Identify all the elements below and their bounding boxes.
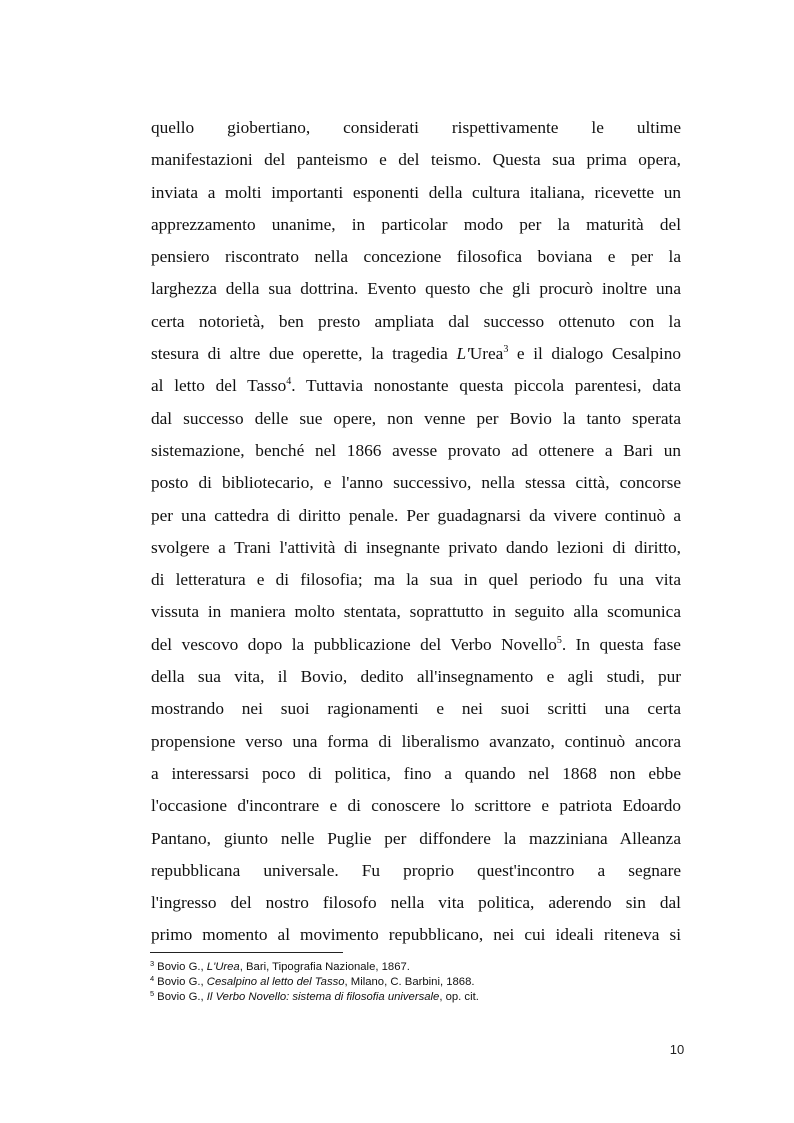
footnote-title: Il Verbo Novello: sistema di filosofia universale	[206, 991, 440, 1003]
text-line-10: dal successo delle sue opere, non venne per Bovio la tanto sperata	[151, 408, 681, 428]
footnote-title: Cesalpino al letto del Tasso	[206, 976, 345, 988]
text-line-25: l'ingresso del nostro filosofo nella vita politica, aderendo sin dal	[151, 893, 681, 913]
text-line-23: Pantano, giunto nelle Puglie per diffondere la mazziniana Alleanza	[151, 828, 681, 848]
text-line-8-after: Urea	[469, 344, 504, 364]
text-line-24: repubblicana universale. Fu proprio quest'incontro a segnare	[151, 860, 681, 880]
text-line-17-before: del vescovo dopo la pubblicazione del Verbo Novello	[151, 634, 557, 654]
footnote-rest: , Milano, C. Barbini, 1868.	[344, 976, 475, 988]
text-line-13: per una cattedra di diritto penale. Per guadagnarsi da vivere continuò a	[151, 505, 681, 525]
footnote-rest: , Bari, Tipografia Nazionale, 1867.	[239, 961, 410, 973]
text-line-20: propensione verso una forma di liberalismo avanzato, continuò ancora	[151, 731, 681, 751]
footnote-title: L'Urea	[206, 961, 240, 973]
text-line-2: manifestazioni del panteismo e del teismo. Questa sua prima opera,	[151, 150, 681, 170]
footnote-4	[150, 975, 690, 990]
text-line-9	[151, 370, 681, 402]
footnote-number: 3	[150, 959, 155, 968]
text-line-15: di letteratura e di filosofia; ma la sua in quel periodo fu una vita	[151, 570, 681, 590]
text-line-5: pensiero riscontrato nella concezione filosofica boviana e per la	[151, 247, 681, 267]
text-line-8-before: stesura di altre due operette, la tragedia	[151, 344, 457, 364]
text-line-21: a interessarsi poco di politica, fino a quando nel 1868 non ebbe	[151, 763, 681, 783]
footnote-3	[150, 960, 690, 975]
footnote-author: Bovio G.,	[157, 976, 207, 988]
footnote-ref-3[interactable]: 3	[503, 344, 509, 356]
text-line-3: inviata a molti importanti esponenti della cultura italiana, ricevette un	[151, 182, 681, 202]
footnotes-list	[150, 960, 690, 1005]
text-line-4: apprezzamento unanime, in particolar modo per la maturità del	[151, 214, 681, 234]
text-line-11: sistemazione, benché nel 1866 avesse provato ad ottenere a Bari un	[151, 440, 681, 460]
body-paragraph	[151, 112, 681, 952]
footnote-ref-4[interactable]: 4	[286, 376, 292, 388]
text-line-17	[151, 629, 681, 661]
text-line-12: posto di bibliotecario, e l'anno successivo, nella stessa città, concorse	[151, 473, 681, 493]
text-line-9-after: . Tuttavia nonostante questa piccola parentesi, data	[291, 376, 682, 396]
page-number: 10	[669, 1042, 685, 1057]
text-line-18: della sua vita, il Bovio, dedito all'insegnamento e agli studi, pur	[151, 667, 681, 687]
footnote-number: 5	[150, 989, 155, 998]
text-line-14: svolgere a Trani l'attività di insegnante privato dando lezioni di diritto,	[151, 537, 681, 557]
text-line-22: l'occasione d'incontrare e di conoscere lo scrittore e patriota Edoardo	[151, 796, 681, 816]
text-line-16: vissuta in maniera molto stentata, soprattutto in seguito alla scomunica	[151, 602, 681, 622]
footnote-author: Bovio G.,	[157, 991, 207, 1003]
text-line-9-before: al letto del Tasso	[151, 376, 287, 396]
text-line-26: primo momento al movimento repubblicano, nei cui ideali riteneva si	[151, 925, 681, 945]
footnote-ref-5[interactable]: 5	[556, 634, 562, 646]
footnote-author: Bovio G.,	[157, 961, 207, 973]
footnote-5	[150, 990, 690, 1005]
footnote-separator	[150, 952, 343, 953]
text-line-7: certa notorietà, ben presto ampliata dal successo ottenuto con la	[151, 311, 681, 331]
text-line-8	[151, 338, 681, 370]
text-line-6: larghezza della sua dottrina. Evento questo che gli procurò inoltre una	[151, 279, 681, 299]
text-line-8-italic: L'	[456, 344, 470, 364]
footnote-number: 4	[150, 974, 155, 983]
text-line-1: quello giobertiano, considerati rispettivamente le ultime	[151, 118, 681, 137]
text-line-17-after: . In questa fase	[561, 634, 681, 654]
text-line-8-tail: e il dialogo Cesalpino	[508, 344, 681, 364]
text-line-19: mostrando nei suoi ragionamenti e nei suoi scritti una certa	[151, 699, 681, 719]
footnote-rest: , op. cit.	[439, 991, 479, 1003]
